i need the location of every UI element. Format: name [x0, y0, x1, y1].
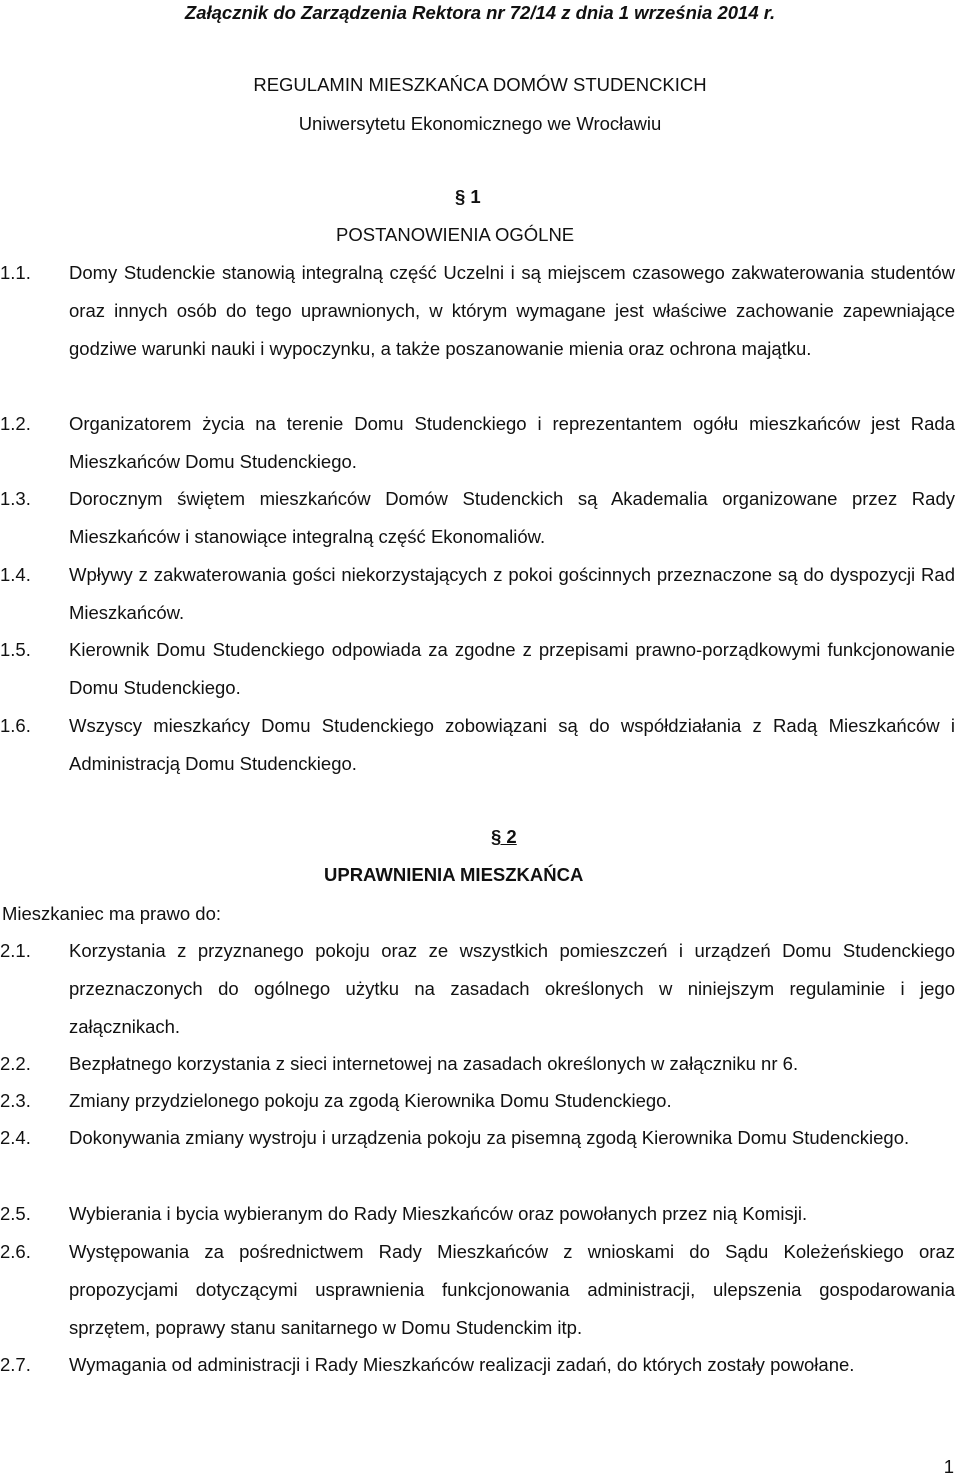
section-2-heading: UPRAWNIENIA MIESZKAŃCA	[324, 864, 584, 885]
item-text: Zmiany przydzielonego pokoju za zgodą Kierownika Domu Studenckiego.	[69, 1090, 672, 1111]
item-text: Bezpłatnego korzystania z sieci internetowej na zasadach określonych w załączniku nr 6.	[69, 1053, 799, 1074]
item-text: Korzystania z przyznanego pokoju oraz ze wszystkich pomieszczeń i urządzeń Domu Studenckiego przeznaczonych do ogólnego użytku na zasadach określonych w niniejszym regulaminie i jego załącznikach.	[69, 940, 955, 1037]
item-number: 2.3.	[0, 1090, 31, 1111]
item-number: 1.5.	[0, 639, 31, 660]
item-text: Dokonywania zmiany wystroju i urządzenia pokoju za pisemną zgodą Kierownika Domu Studenckiego.	[69, 1127, 910, 1148]
item-number: 1.1.	[0, 262, 31, 283]
item-text: Wpływy z zakwaterowania gości niekorzystających z pokoi gościnnych przeznaczone są do dyspozycji Rad Mieszkańców.	[69, 564, 955, 623]
annex-reference: Załącznik do Zarządzenia Rektora nr 72/14 z dnia 1 września 2014 r.	[184, 2, 776, 23]
document-subtitle: Uniwersytetu Ekonomicznego we Wrocławiu	[298, 113, 662, 134]
item-text: Występowania za pośrednictwem Rady Mieszkańców z wnioskami do Sądu Koleżeńskiego oraz propozycjami dotyczącymi usprawnienia funkcjonowania administracji, ulepszenia gospodarowania sprzętem, poprawy stanu sanitarnego w Domu Studenckim itp.	[69, 1241, 955, 1338]
item-text: Wszyscy mieszkańcy Domu Studenckiego zobowiązani są do współdziałania z Radą Mieszkańców i Administracją Domu Studenckiego.	[69, 715, 955, 774]
item-number: 2.7.	[0, 1354, 31, 1375]
document-title: REGULAMIN MIESZKAŃCA DOMÓW STUDENCKICH	[253, 74, 707, 95]
section-1-mark: § 1	[455, 186, 481, 207]
item-number: 1.2.	[0, 413, 31, 434]
item-text: Kierownik Domu Studenckiego odpowiada za zgodne z przepisami prawno-porządkowymi funkcjonowanie Domu Studenckiego.	[69, 639, 955, 698]
item-number: 2.6.	[0, 1241, 31, 1262]
item-text: Wymagania od administracji i Rady Mieszkańców realizacji zadań, do których zostały powołane.	[69, 1354, 855, 1375]
item-number: 2.2.	[0, 1053, 31, 1074]
item-number: 1.3.	[0, 488, 31, 509]
item-text: Dorocznym świętem mieszkańców Domów Studenckich są Akademalia organizowane przez Rady Mieszkańców i stanowiące integralną część Ekonomaliów.	[69, 488, 955, 547]
item-number: 2.4.	[0, 1127, 31, 1148]
item-text: Wybierania i bycia wybieranym do Rady Mieszkańców oraz powołanych przez nią Komisji.	[69, 1203, 808, 1224]
section-1-heading: POSTANOWIENIA OGÓLNE	[336, 224, 575, 245]
item-number: 1.6.	[0, 715, 31, 736]
page-number: 1	[943, 1456, 954, 1477]
item-text: Organizatorem życia na terenie Domu Studenckiego i reprezentantem ogółu mieszkańców jest Rada Mieszkańców Domu Studenckiego.	[69, 413, 955, 472]
item-text: Domy Studenckie stanowią integralną część Uczelni i są miejscem czasowego zakwaterowania studentów oraz innych osób do tego uprawnionych, w którym wymagane jest właściwe zachowanie zapewniające godziwe warunki nauki i wypoczynku, a także poszanowanie mienia oraz ochrona majątku.	[69, 262, 955, 359]
section-2-mark: § 2	[491, 826, 517, 847]
item-number: 2.1.	[0, 940, 31, 961]
item-number: 2.5.	[0, 1203, 31, 1224]
section-2-intro: Mieszkaniec ma prawo do:	[2, 903, 222, 924]
item-number: 1.4.	[0, 564, 31, 585]
